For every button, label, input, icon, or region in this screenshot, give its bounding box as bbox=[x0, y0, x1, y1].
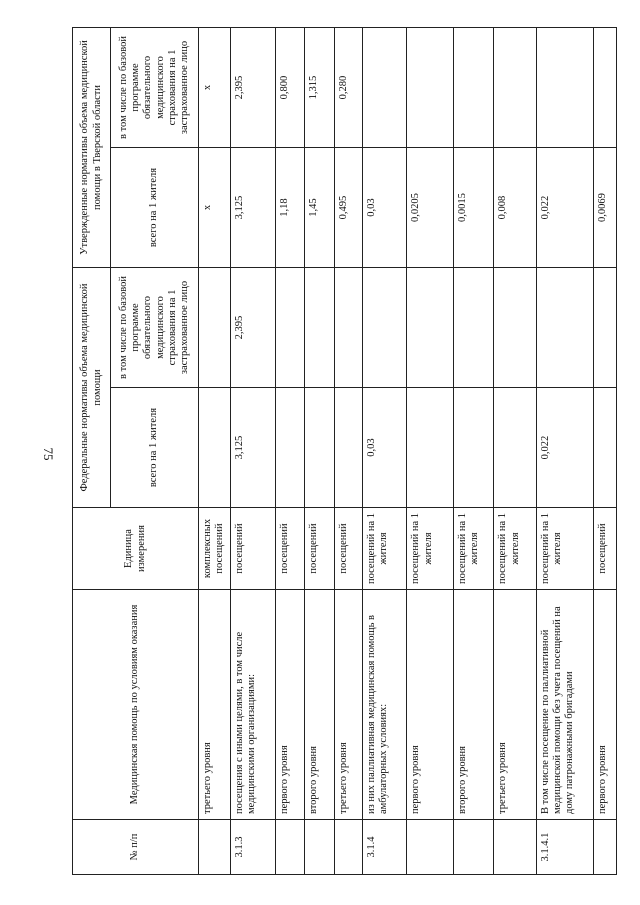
header-approved-oms: в том числе по базовой программе обязательного медицинского страхования на 1 застрахованное лицо bbox=[111, 27, 199, 147]
header-approved: Утвержденные нормативы объема медицинской помощи в Тверской области bbox=[73, 27, 111, 267]
row-federal-total bbox=[407, 388, 454, 508]
row-num bbox=[334, 820, 362, 875]
row-approved-total: 0,022 bbox=[536, 148, 593, 268]
table-row bbox=[305, 27, 334, 874]
row-federal-total: 0,03 bbox=[362, 388, 407, 508]
row-unit: посещений bbox=[593, 508, 616, 590]
row-name: В том числе посещение по паллиативной медицинской помощи без учета посещений на дому патронажными бригадами bbox=[536, 590, 593, 820]
row-unit: посещений bbox=[231, 508, 276, 590]
row-num bbox=[305, 820, 334, 875]
header-federal-oms: в том числе по базовой программе обязательного медицинского страхования на 1 застрахованное лицо bbox=[111, 268, 199, 388]
row-num: 3.1.4.1 bbox=[536, 820, 593, 875]
row-approved-oms bbox=[454, 27, 494, 147]
row-name: второго уровня bbox=[454, 590, 494, 820]
row-federal-total: 0,022 bbox=[536, 388, 593, 508]
row-name: посещения с иными целями, в том числе медицинскими организациями: bbox=[231, 590, 276, 820]
row-federal-total bbox=[334, 388, 362, 508]
row-federal-total bbox=[494, 388, 537, 508]
row-approved-total: x bbox=[199, 148, 231, 268]
row-federal-oms: 2,395 bbox=[231, 268, 276, 388]
row-approved-oms bbox=[536, 27, 593, 147]
row-name: третьего уровня bbox=[494, 590, 537, 820]
table-row bbox=[231, 27, 276, 874]
row-unit: посещений bbox=[334, 508, 362, 590]
row-name: первого уровня bbox=[593, 590, 616, 820]
row-unit: посещений на 1 жителя bbox=[454, 508, 494, 590]
row-name: первого уровня bbox=[275, 590, 304, 820]
row-name: второго уровня bbox=[305, 590, 334, 820]
row-name: первого уровня bbox=[407, 590, 454, 820]
row-num bbox=[494, 820, 537, 875]
row-federal-total bbox=[305, 388, 334, 508]
rotated-table-container bbox=[72, 30, 617, 875]
row-approved-total: 0,008 bbox=[494, 148, 537, 268]
header-approved-total: всего на 1 жителя bbox=[111, 148, 199, 268]
row-approved-total: 0,495 bbox=[334, 148, 362, 268]
medical-care-norms-table bbox=[72, 27, 617, 875]
row-approved-total: 1,45 bbox=[305, 148, 334, 268]
header-num: № п/п bbox=[73, 820, 199, 875]
row-approved-total: 0,0069 bbox=[593, 148, 616, 268]
row-federal-oms bbox=[494, 268, 537, 388]
table-body bbox=[199, 27, 617, 874]
row-approved-oms bbox=[362, 27, 407, 147]
row-approved-total: 0,03 bbox=[362, 148, 407, 268]
table-row bbox=[334, 27, 362, 874]
row-num: 3.1.3 bbox=[231, 820, 276, 875]
row-name: третьего уровня bbox=[334, 590, 362, 820]
row-approved-oms: 0,280 bbox=[334, 27, 362, 147]
row-federal-oms bbox=[275, 268, 304, 388]
row-federal-oms bbox=[454, 268, 494, 388]
row-federal-oms bbox=[199, 268, 231, 388]
row-name: третьего уровня bbox=[199, 590, 231, 820]
row-num bbox=[593, 820, 616, 875]
row-unit: посещений на 1 жителя bbox=[494, 508, 537, 590]
row-approved-total: 0,0205 bbox=[407, 148, 454, 268]
row-federal-oms bbox=[593, 268, 616, 388]
row-num bbox=[454, 820, 494, 875]
row-federal-total bbox=[593, 388, 616, 508]
row-approved-total: 0,0015 bbox=[454, 148, 494, 268]
row-name: из них паллиативная медицинская помощь в амбулаторных условиях: bbox=[362, 590, 407, 820]
table-row bbox=[275, 27, 304, 874]
row-approved-total: 1,18 bbox=[275, 148, 304, 268]
row-federal-oms bbox=[362, 268, 407, 388]
row-approved-oms: 2,395 bbox=[231, 27, 276, 147]
row-federal-total bbox=[454, 388, 494, 508]
row-unit: посещений bbox=[305, 508, 334, 590]
table-row bbox=[407, 27, 454, 874]
row-approved-oms: 0,800 bbox=[275, 27, 304, 147]
row-approved-oms bbox=[494, 27, 537, 147]
row-num bbox=[407, 820, 454, 875]
row-federal-total bbox=[199, 388, 231, 508]
header-federal: Федеральные нормативы объема медицинской помощи bbox=[73, 268, 111, 508]
table-row bbox=[199, 27, 231, 874]
row-unit: посещений на 1 жителя bbox=[536, 508, 593, 590]
row-federal-total: 3,125 bbox=[231, 388, 276, 508]
header-federal-total: всего на 1 жителя bbox=[111, 388, 199, 508]
header-unit: Единица измерения bbox=[73, 508, 199, 590]
row-unit: комплексных посещений bbox=[199, 508, 231, 590]
row-unit: посещений на 1 жителя bbox=[407, 508, 454, 590]
row-federal-oms bbox=[536, 268, 593, 388]
table-row bbox=[362, 27, 407, 874]
table-row bbox=[454, 27, 494, 874]
row-num bbox=[275, 820, 304, 875]
row-approved-oms: x bbox=[199, 27, 231, 147]
row-unit: посещений bbox=[275, 508, 304, 590]
row-unit: посещений на 1 жителя bbox=[362, 508, 407, 590]
row-approved-total: 3,125 bbox=[231, 148, 276, 268]
row-approved-oms bbox=[407, 27, 454, 147]
page-number: 75 bbox=[41, 447, 56, 461]
row-approved-oms bbox=[593, 27, 616, 147]
table-row bbox=[593, 27, 616, 874]
row-federal-oms bbox=[334, 268, 362, 388]
header-name: Медицинская помощь по условиям оказания bbox=[73, 590, 199, 820]
row-num: 3.1.4 bbox=[362, 820, 407, 875]
row-federal-oms bbox=[305, 268, 334, 388]
row-approved-oms: 1,315 bbox=[305, 27, 334, 147]
row-federal-total bbox=[275, 388, 304, 508]
table-row bbox=[536, 27, 593, 874]
row-federal-oms bbox=[407, 268, 454, 388]
table-row bbox=[494, 27, 537, 874]
row-num bbox=[199, 820, 231, 875]
